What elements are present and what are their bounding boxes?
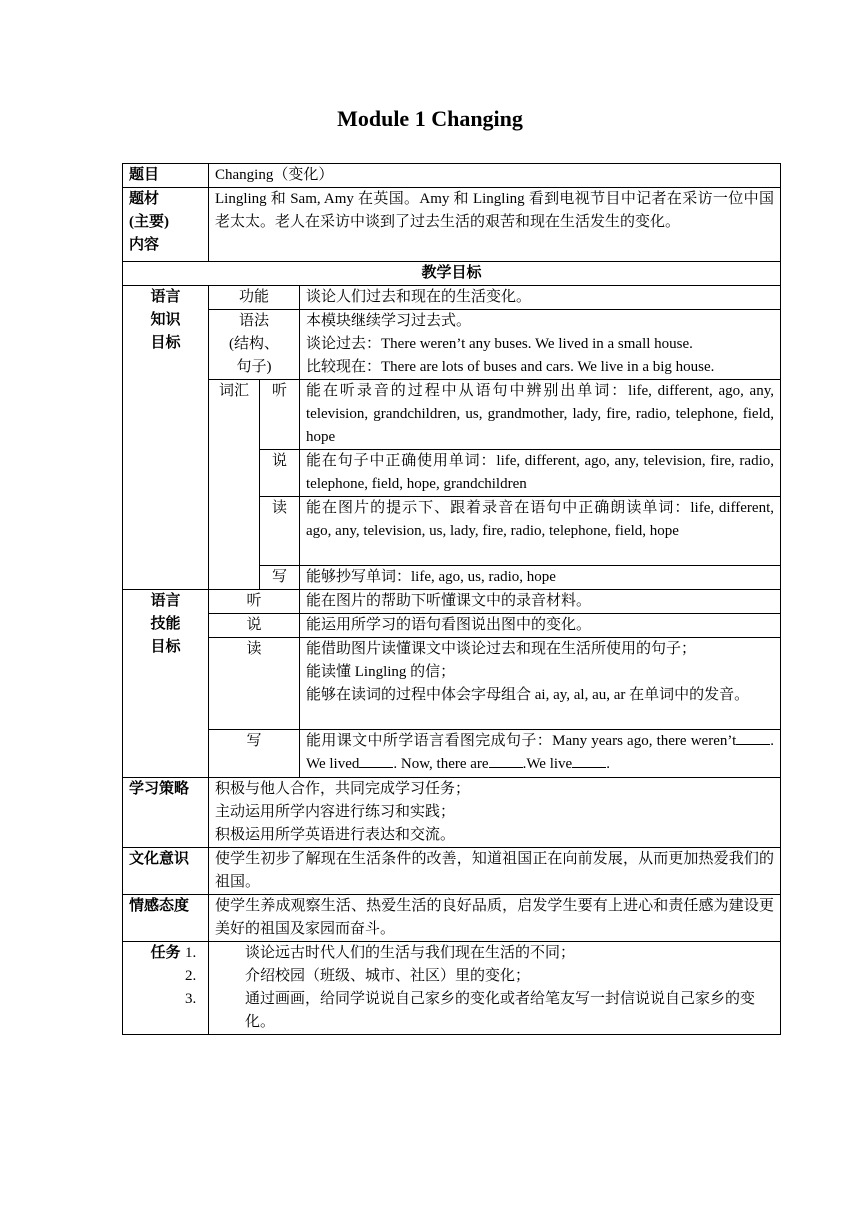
skill-read-label: 读 (209, 638, 300, 730)
skill-write-part: 能用课文中所学语言看图完成句子：Many years ago, there weren’t (306, 733, 737, 749)
row-function (123, 286, 781, 310)
strategy-line: 积极与他人合作，共同完成学习任务； (215, 781, 471, 797)
grammar-line: 谈论过去：There weren’t any buses. We lived in a small house. (306, 336, 693, 352)
material-label-line: (主要) (129, 214, 169, 230)
vocab-listen-text: 能在听录音的过程中从语句中辨别出单词：life, different, ago, any, television, grandchildren, us, grandmother, lady, fire, radio, telephone, field, hope (300, 380, 781, 450)
row-skill-speak (123, 614, 781, 638)
row-tasks (123, 942, 781, 1035)
skills-label (123, 590, 209, 778)
vocab-label: 词汇 (209, 380, 260, 590)
knowledge-label (123, 286, 209, 590)
material-label-line: 题材 (129, 191, 160, 207)
grammar-text (300, 310, 781, 380)
knowledge-label-line: 语言 (150, 289, 181, 305)
strategy-line: 积极运用所学英语进行表达和交流。 (215, 827, 456, 843)
topic-value: Changing（变化） (209, 164, 781, 188)
vocab-write-text: 能够抄写单词：life, ago, us, radio, hope (300, 566, 781, 590)
vocab-speak-label: 说 (260, 450, 300, 497)
strategy-text (209, 778, 781, 848)
attitude-label: 情感态度 (123, 895, 209, 942)
skill-speak-text: 能运用所学习的语句看图说出图中的变化。 (300, 614, 781, 638)
skill-write-part: . Now, there are (393, 756, 489, 772)
row-skill-read (123, 638, 781, 730)
blank-line (572, 753, 606, 768)
objectives-header: 教学目标 (123, 262, 781, 286)
topic-label: 题目 (123, 164, 209, 188)
skills-label-line: 技能 (150, 616, 181, 632)
task-item (185, 965, 774, 988)
function-label: 功能 (209, 286, 300, 310)
task-number: 3. (185, 991, 197, 1007)
vocab-read-text: 能在图片的提示下、跟着录音在语句中正确朗读单词：life, different, ago, any, television, us, lady, fire, radio, telephone, field, hope (300, 497, 781, 566)
row-skill-listen (123, 590, 781, 614)
row-grammar (123, 310, 781, 380)
strategy-label: 学习策略 (123, 778, 209, 848)
row-attitude (123, 895, 781, 942)
grammar-label-line: (结构、 (229, 336, 279, 352)
task-item (185, 942, 774, 965)
blank-line (736, 730, 770, 745)
task-item (185, 988, 774, 1034)
skill-speak-label: 说 (209, 614, 300, 638)
task-text: 谈论远古时代人们的生活与我们现在生活的不同； (245, 945, 576, 961)
grammar-line: 比较现在：There are lots of buses and cars. We live in a big house. (306, 359, 715, 375)
skill-read-line: 能读懂 Lingling 的信； (306, 664, 456, 680)
skill-listen-text: 能在图片的帮助下听懂课文中的录音材料。 (300, 590, 781, 614)
page-title: Module 1 Changing (337, 106, 523, 131)
skill-write-part: . We lived (306, 733, 774, 772)
function-text: 谈论人们过去和现在的生活变化。 (300, 286, 781, 310)
grammar-label-line: 语法 (238, 313, 269, 329)
material-label-line: 内容 (129, 237, 160, 253)
row-objectives-header (123, 262, 781, 286)
blank-line (359, 753, 393, 768)
grammar-label-line: 句子) (236, 359, 272, 375)
task-text: 通过画画，给同学说说自己家乡的变化或者给笔友写一封信说说自己家乡的变化。 (245, 991, 756, 1030)
attitude-text: 使学生养成观察生活、热爱生活的良好品质，启发学生要有上进心和责任感为建设更美好的祖国及家园而奋斗。 (209, 895, 781, 942)
skills-label-line: 语言 (150, 593, 181, 609)
tasks-label: 任务 (123, 942, 209, 1035)
skill-read-text (300, 638, 781, 730)
vocab-listen-label: 听 (260, 380, 300, 450)
skills-label-line: 目标 (150, 639, 181, 655)
skill-write-text (300, 730, 781, 778)
row-material (123, 188, 781, 262)
skill-write-part: . (606, 756, 610, 772)
skill-read-line: 能借助图片读懂课文中谈论过去和现在生活所使用的句子； (306, 641, 697, 657)
vocab-speak-text: 能在句子中正确使用单词：life, different, ago, any, television, fire, radio, telephone, field, hope, grandchildren (300, 450, 781, 497)
material-text: Lingling 和 Sam, Amy 在英国。Amy 和 Lingling 看到电视节目中记者在采访一位中国老太太。老人在采访中谈到了过去生活的艰苦和现在生活发生的变化。 (209, 188, 781, 262)
skill-read-line: 能够在读词的过程中体会字母组合 ai, ay, al, au, ar 在单词中的发音。 (306, 687, 750, 703)
row-vocab-listen (123, 380, 781, 450)
culture-label: 文化意识 (123, 848, 209, 895)
row-skill-write (123, 730, 781, 778)
task-number: 1. (185, 945, 197, 961)
task-text: 介绍校园（班级、城市、社区）里的变化； (245, 968, 531, 984)
knowledge-label-line: 目标 (150, 335, 181, 351)
skill-write-part: .We live (522, 756, 573, 772)
knowledge-label-line: 知识 (150, 312, 181, 328)
blank-line (489, 753, 523, 768)
culture-text: 使学生初步了解现在生活条件的改善，知道祖国正在向前发展，从而更加热爱我们的祖国。 (209, 848, 781, 895)
material-label (123, 188, 209, 262)
tasks-list (185, 942, 781, 1035)
skill-listen-label: 听 (209, 590, 300, 614)
row-culture (123, 848, 781, 895)
lesson-plan-table (122, 163, 781, 1035)
grammar-line: 本模块继续学习过去式。 (306, 313, 472, 329)
grammar-label (209, 310, 300, 380)
row-strategy (123, 778, 781, 848)
strategy-line: 主动运用所学内容进行练习和实践； (215, 804, 456, 820)
task-number: 2. (185, 968, 197, 984)
skill-write-label: 写 (209, 730, 300, 778)
vocab-read-label: 读 (260, 497, 300, 566)
vocab-write-label: 写 (260, 566, 300, 590)
row-topic (123, 164, 781, 188)
